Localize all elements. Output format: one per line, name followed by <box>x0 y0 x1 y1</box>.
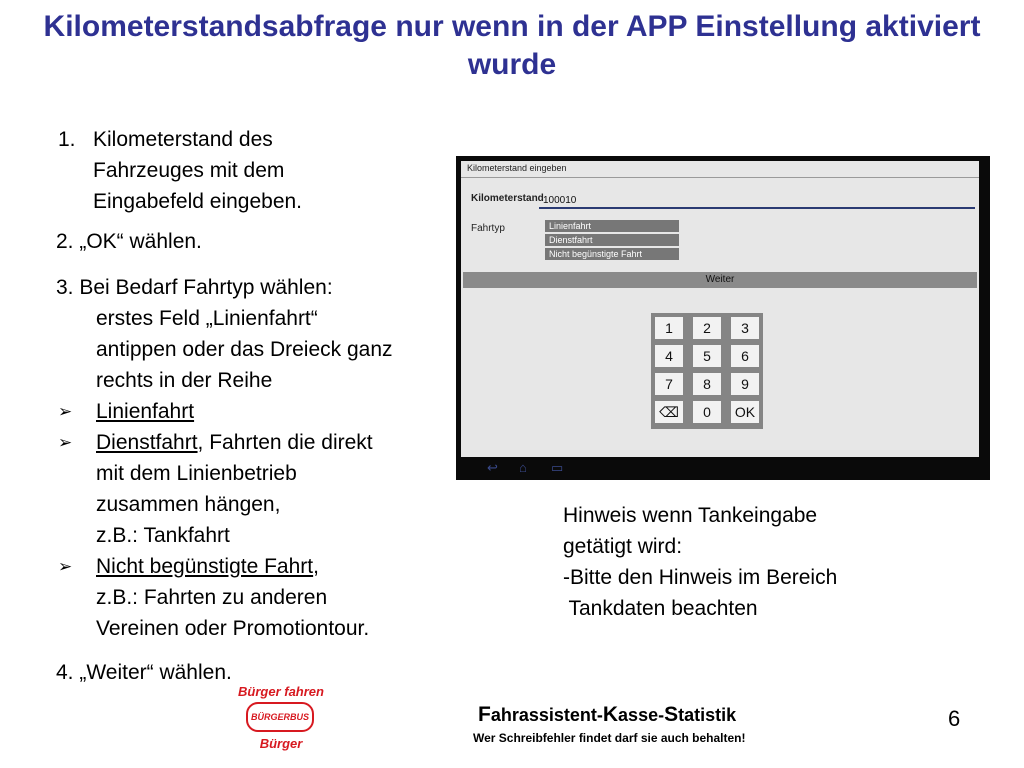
bullet-dienstfahrt-line2: mit dem Linienbetrieb <box>96 462 297 485</box>
android-nav-bar <box>461 459 979 477</box>
key-0[interactable]: 0 <box>693 401 721 423</box>
step4: 4. „Weiter“ wählen. <box>56 661 232 684</box>
bullet-dienstfahrt-line3: zusammen hängen, <box>96 493 281 516</box>
key-7[interactable]: 7 <box>655 373 683 395</box>
page-number: 6 <box>948 706 961 731</box>
kilometerstand-input[interactable]: 100010 <box>543 195 577 206</box>
bullet-linienfahrt-label: Linienfahrt <box>96 400 195 423</box>
backspace-icon[interactable]: ⌫ <box>655 401 683 423</box>
key-4[interactable]: 4 <box>655 345 683 367</box>
key-3[interactable]: 3 <box>731 317 759 339</box>
screen-title: Kilometerstand eingeben <box>467 163 567 173</box>
bullet-nicht-beguenstigt-line3: Vereinen oder Promotiontour. <box>96 617 370 640</box>
key-2[interactable]: 2 <box>693 317 721 339</box>
step1-line3: Eingabefeld eingeben. <box>93 190 303 213</box>
key-9[interactable]: 9 <box>731 373 759 395</box>
bullet-nicht-beguenstigt-label: Nicht begünstigte Fahrt <box>96 555 314 578</box>
step1-line1: Kilometerstand des <box>93 128 273 151</box>
step2: 2. „OK“ wählen. <box>56 230 202 253</box>
buergerbus-logo <box>222 684 340 756</box>
logo-top-text: Bürger fahren <box>238 684 324 699</box>
app-screen <box>461 161 979 457</box>
bullet-nicht-beguenstigt <box>96 551 319 582</box>
bullet-linienfahrt <box>96 396 194 427</box>
title-divider <box>461 177 979 178</box>
bullet-arrow-icon: ➢ <box>58 402 73 421</box>
key-6[interactable]: 6 <box>731 345 759 367</box>
step3-line1: 3. Bei Bedarf Fahrtyp wählen: <box>56 276 333 299</box>
page-title: Kilometerstandsabfrage nur wenn in der APP Einstellung aktiviert wurde <box>43 10 981 81</box>
footer-subtitle: Wer Schreibfehler findet darf sie auch behalten! <box>473 731 746 745</box>
bullet-dienstfahrt-rest: , Fahrten die direkt <box>197 431 373 454</box>
ok-button[interactable]: OK <box>731 401 759 423</box>
kilometerstand-label: Kilometerstand <box>471 193 544 204</box>
back-icon[interactable]: ↩ <box>487 460 498 475</box>
bullet-dienstfahrt-label: Dienstfahrt <box>96 431 198 454</box>
bullet-dienstfahrt-line4: z.B.: Tankfahrt <box>96 524 230 547</box>
hint-line1: Hinweis wenn Tankeingabe <box>563 504 818 527</box>
bullet-arrow-icon: ➢ <box>58 557 73 576</box>
weiter-button[interactable]: Weiter <box>463 272 977 288</box>
recent-apps-icon[interactable]: ▭ <box>551 460 564 475</box>
key-5[interactable]: 5 <box>693 345 721 367</box>
home-icon[interactable]: ⌂ <box>519 460 527 475</box>
option-dienstfahrt[interactable]: Dienstfahrt <box>545 234 679 246</box>
number-keypad <box>651 313 763 429</box>
bullet-dienstfahrt <box>96 427 373 458</box>
option-nicht-beguenstigte-fahrt[interactable]: Nicht begünstigte Fahrt <box>545 248 679 260</box>
hint-line4: Tankdaten beachten <box>563 597 758 620</box>
fahrtyp-label: Fahrtyp <box>471 223 505 234</box>
bullet-arrow-icon: ➢ <box>58 433 73 452</box>
bullet-nicht-beguenstigt-rest: , <box>313 555 319 578</box>
hint-line3: -Bitte den Hinweis im Bereich <box>563 566 838 589</box>
step3-line4: rechts in der Reihe <box>96 369 273 392</box>
step3-line2: erstes Feld „Linienfahrt“ <box>96 307 318 330</box>
tablet-screenshot <box>456 156 990 480</box>
bus-icon: BÜRGERBUS <box>246 702 314 732</box>
step3-line3: antippen oder das Dreieck ganz <box>96 338 393 361</box>
input-underline <box>539 207 975 209</box>
step1-line2: Fahrzeuges mit dem <box>93 159 285 182</box>
logo-bottom-text: Bürger <box>259 736 303 751</box>
hint-line2: getätigt wird: <box>563 535 683 558</box>
option-linienfahrt[interactable]: Linienfahrt <box>545 220 679 232</box>
step1-number: 1. <box>58 128 76 151</box>
key-8[interactable]: 8 <box>693 373 721 395</box>
key-1[interactable]: 1 <box>655 317 683 339</box>
footer-title: Fahrassistent-Kasse-Statistik <box>478 703 737 726</box>
bullet-nicht-beguenstigt-line2: z.B.: Fahrten zu anderen <box>96 586 328 609</box>
